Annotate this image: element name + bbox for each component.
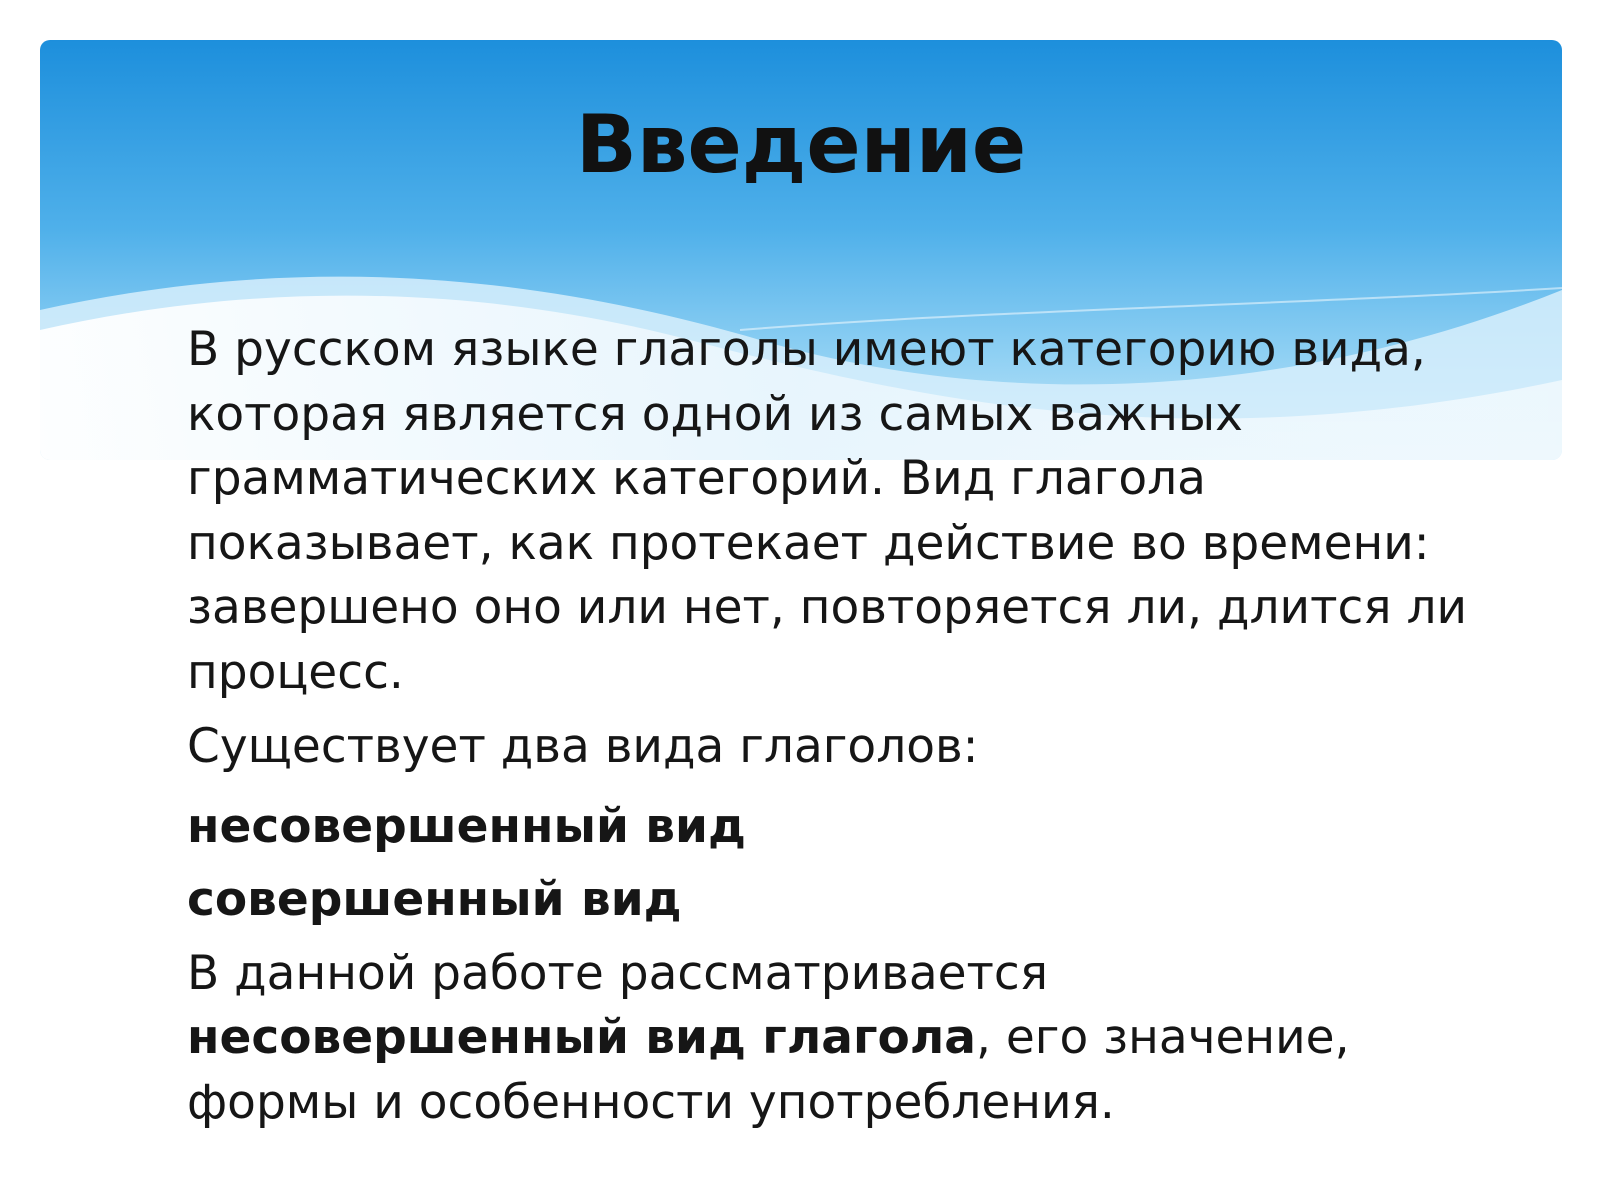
final-paragraph-start: В данной работе рассматривается: [187, 945, 1049, 1001]
types-lead-paragraph: Существует два вида глаголов:: [187, 719, 979, 774]
type-perfective: совершенный вид: [187, 871, 682, 927]
final-paragraph-emphasis: несовершенный вид глагола: [187, 1010, 976, 1065]
type-imperfective: несовершенный вид: [187, 798, 746, 854]
slide-title: Введение: [575, 98, 1027, 191]
final-paragraph: [187, 942, 1487, 1136]
final-paragraph-end: , его значение, формы и особенности употребления.: [187, 1010, 1350, 1130]
intro-paragraph: В русском языке глаголы имеют категорию вида, которая является одной из самых важных грамматических категорий. Вид глагола показывает, как протекает действие во времени: завершено оно или нет, повторяется ли, длится ли процесс.: [187, 322, 1468, 700]
slide-body: [187, 318, 1487, 1135]
